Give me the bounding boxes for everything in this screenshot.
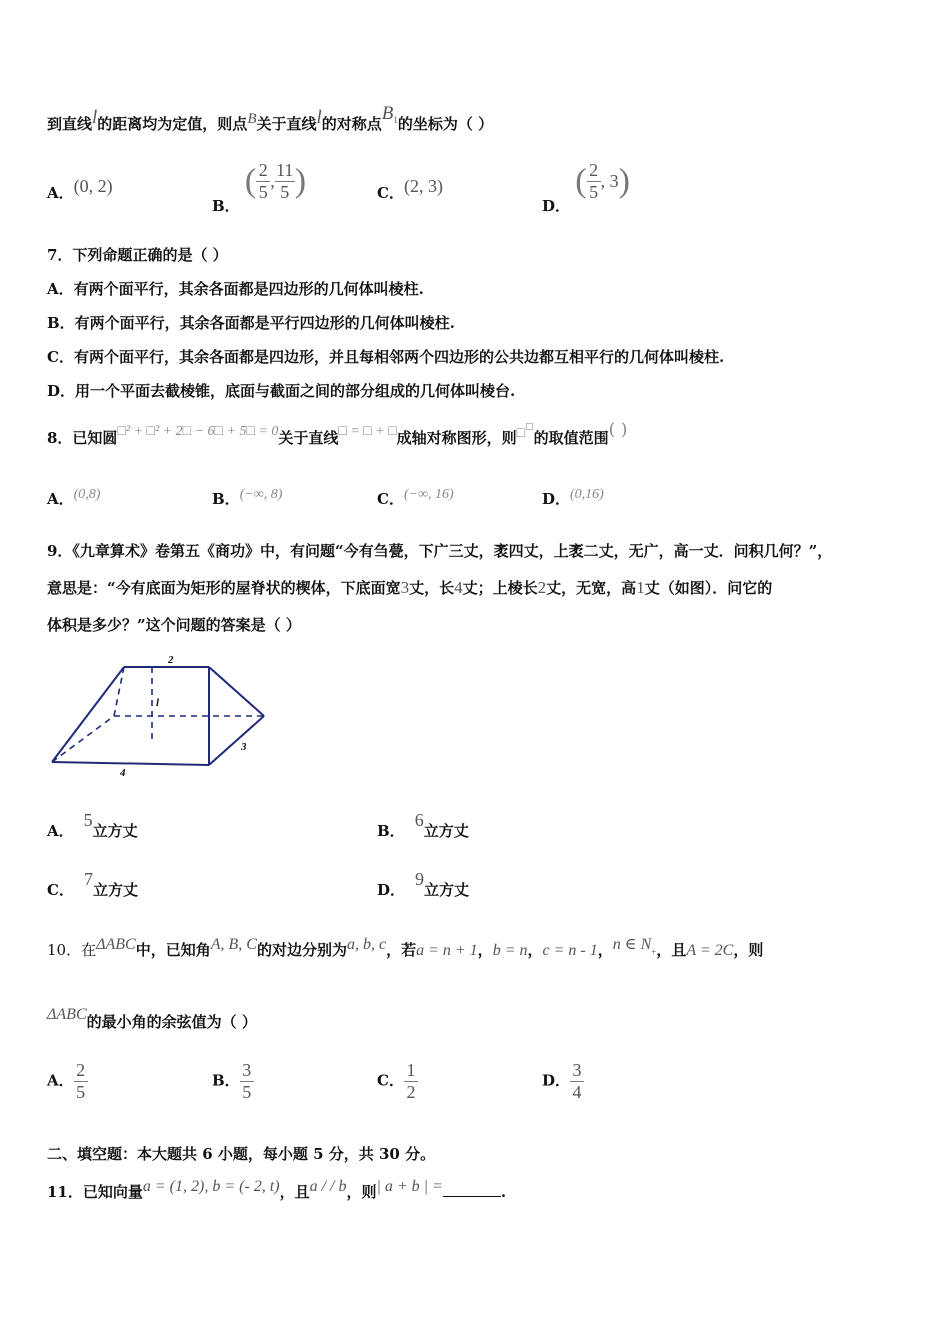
fraction: $\frac{11}{5}$ <box>276 160 294 202</box>
q8-option-b[interactable]: B．(−∞, 8) <box>212 487 283 508</box>
q8-option-c[interactable]: C．(−∞, 16) <box>377 487 454 508</box>
q9-option-c[interactable]: C．7立方丈 <box>47 869 138 899</box>
q8-stem: 8．已知圆□² + □² + 2□ − 6□ + 5□ = 0关于直线□ = □ + □成轴对称图形，则□□的取值范围( ) <box>47 420 628 447</box>
q6-option-a[interactable]: A．(0, 2) <box>47 176 113 202</box>
q10-option-c[interactable]: C． $\frac{1}{2}$ <box>377 1060 418 1103</box>
q9-option-b[interactable]: B．6立方丈 <box>377 810 469 840</box>
q6-option-c[interactable]: C．(2, 3) <box>377 176 443 202</box>
edge <box>209 667 264 716</box>
fraction: $\frac{2}{5}$ <box>74 1060 88 1103</box>
q10-stem: 10．在ΔABC中，已知角A, B, C的对边分别为a, b, c，若a = n + 1，b = n，c = n - 1，n ∈ N+，且A = 2C，则 <box>47 936 764 959</box>
q9-line2: 意思是：“今有底面为矩形的屋脊状的楔体，下底面宽3丈，长4丈；上棱长2丈，无宽，高1丈（如图）．问它的 <box>47 578 773 597</box>
label-bottom: 4 <box>120 767 126 779</box>
q6-option-d[interactable]: D． ( $\frac{2}{5}$ , 3) <box>542 160 630 215</box>
label-height: l <box>156 697 160 709</box>
fraction: $\frac{3}{5}$ <box>240 1060 254 1103</box>
edge <box>52 762 209 765</box>
label-side: 3 <box>241 741 247 753</box>
q10-option-a[interactable]: A． $\frac{2}{5}$ <box>47 1060 88 1103</box>
edge <box>209 716 264 765</box>
fraction: $\frac{3}{4}$ <box>570 1060 584 1103</box>
q7-option-a[interactable]: A．有两个面平行，其余各面都是四边形的几何体叫棱柱. <box>47 280 424 298</box>
fraction: $\frac{2}{5}$ <box>256 160 270 203</box>
q7-option-d[interactable]: D．用一个平面去截棱锥，底面与截面之间的部分组成的几何体叫棱台. <box>47 382 516 400</box>
wedge-figure <box>44 650 274 780</box>
q9-line1: 9．《九章算术》卷第五《商功》中，有问题“今有刍甍，下广三丈，袤四丈，上袤二丈，无广，高一丈．问积几何？”， <box>47 542 833 560</box>
q10-option-d[interactable]: D． $\frac{3}{4}$ <box>542 1060 584 1103</box>
label-top: 2 <box>168 654 174 666</box>
q6-option-b[interactable]: B． ( $\frac{2}{5}$ , $\frac{11}{5}$ ) <box>212 160 307 215</box>
q11-stem: 11．已知向量a = (1, 2), b = (- 2, t)，且a / / b，则| a + b | = . <box>47 1178 507 1201</box>
q7-stem: 7．下列命题正确的是（ ） <box>47 246 228 264</box>
fraction: $\frac{1}{2}$ <box>404 1060 418 1103</box>
q8-option-d[interactable]: D．(0,16) <box>542 487 604 508</box>
q6-stem: 到直线l的距离均为定值，则点B关于直线l的对称点$B^1$的坐标为（ ） <box>47 103 494 133</box>
fraction: $\frac{2}{5}$ <box>587 160 601 203</box>
q9-option-d[interactable]: D．9立方丈 <box>377 869 470 899</box>
q7-option-c[interactable]: C．有两个面平行，其余各面都是四边形，并且每相邻两个四边形的公共边都互相平行的几何体叫棱柱. <box>47 348 725 366</box>
hidden-edge <box>52 716 114 762</box>
q9-line3: 体积是多少？”这个问题的答案是（ ） <box>47 616 301 634</box>
q8-option-a[interactable]: A．(0,8) <box>47 487 101 508</box>
q10-option-b[interactable]: B． $\frac{3}{5}$ <box>212 1060 254 1103</box>
section-title: 二、填空题：本大题共 6 小题，每小题 5 分，共 30 分。 <box>47 1145 436 1163</box>
answer-blank[interactable] <box>443 1182 501 1197</box>
q10-stem-2: ΔABC的最小角的余弦值为（ ） <box>47 1006 257 1031</box>
q7-option-b[interactable]: B．有两个面平行，其余各面都是平行四边形的几何体叫棱柱. <box>47 314 455 332</box>
q9-option-a[interactable]: A．5立方丈 <box>47 810 138 840</box>
edge <box>52 667 124 762</box>
